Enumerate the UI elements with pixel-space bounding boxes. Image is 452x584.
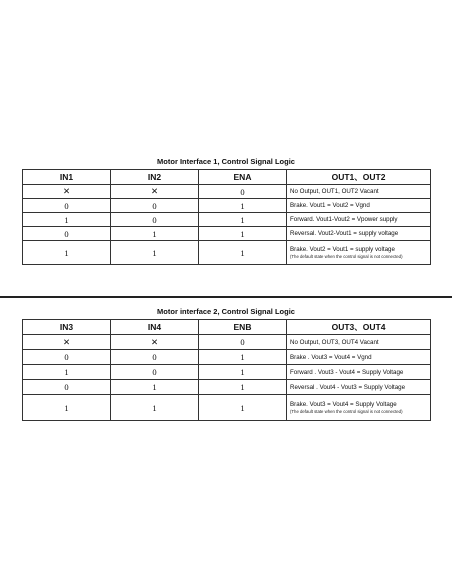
input-a-cell: 1 [23,213,111,227]
enable-cell: 1 [199,199,287,213]
output-description-cell: Forward. Vout1-Vout2 = Vpower supply [287,213,431,227]
enable-cell: 1 [199,350,287,365]
motor-interface-1-section [22,155,430,265]
enable-cell: 1 [199,395,287,421]
input-a-cell: 0 [23,380,111,395]
output-description-cell: Reversal. Vout2-Vout1 = supply voltage [287,227,431,241]
header-cell: IN1 [23,170,111,185]
input-b-cell: 0 [111,199,199,213]
input-a-cell: 1 [23,241,111,265]
input-b-cell: ✕ [111,335,199,350]
table-row [23,365,431,380]
description-text: Brake. Vout3 = Vout4 = Supply Voltage [290,401,397,408]
input-a-cell: 0 [23,199,111,213]
table-row [23,395,431,421]
table-row [23,380,431,395]
input-b-cell: 1 [111,227,199,241]
logic-table-2 [22,319,431,421]
header-row [23,170,431,185]
output-description-cell: No Output, OUT1, OUT2 Vacant [287,185,431,199]
table-row [23,241,431,265]
header-row [23,320,431,335]
enable-cell: 1 [199,241,287,265]
input-a-cell: 1 [23,395,111,421]
header-cell: OUT3、OUT4 [287,320,431,335]
table-row [23,185,431,199]
header-cell: IN3 [23,320,111,335]
output-description-cell [287,241,431,265]
table-row [23,199,431,213]
enable-cell: 0 [199,335,287,350]
section-divider [0,296,452,298]
output-description-cell: Forward . Vout3 - Vout4 = Supply Voltage [287,365,431,380]
table-title: Motor interface 2, Control Signal Logic [157,307,295,316]
enable-cell: 1 [199,365,287,380]
input-b-cell: 0 [111,365,199,380]
header-cell: IN4 [111,320,199,335]
table-row [23,213,431,227]
header-cell: OUT1、OUT2 [287,170,431,185]
header-cell: ENA [199,170,287,185]
input-b-cell: 1 [111,241,199,265]
enable-cell: 1 [199,380,287,395]
motor-interface-2-section [22,305,430,421]
input-b-cell: 0 [111,350,199,365]
input-b-cell: 1 [111,380,199,395]
description-text: Brake. Vout2 = Vout1 = supply voltage [290,246,395,253]
input-b-cell: 1 [111,395,199,421]
header-cell: ENB [199,320,287,335]
input-a-cell: 0 [23,227,111,241]
table-row [23,335,431,350]
output-description-cell [287,395,431,421]
input-a-cell: ✕ [23,335,111,350]
enable-cell: 1 [199,227,287,241]
output-description-cell: Brake . Vout3 = Vout4 = Vgnd [287,350,431,365]
input-a-cell: 1 [23,365,111,380]
input-a-cell: ✕ [23,185,111,199]
output-description-cell: Reversal . Vout4 - Vout3 = Supply Voltage [287,380,431,395]
input-b-cell: ✕ [111,185,199,199]
enable-cell: 1 [199,213,287,227]
output-description-cell: No Output, OUT3, OUT4 Vacant [287,335,431,350]
input-b-cell: 0 [111,213,199,227]
input-a-cell: 0 [23,350,111,365]
table-title: Motor Interface 1, Control Signal Logic [157,157,295,166]
default-state-note: (The default state when the control signal is not connected) [290,254,403,259]
header-cell: IN2 [111,170,199,185]
table-row [23,227,431,241]
output-description-cell: Brake. Vout1 = Vout2 = Vgnd [287,199,431,213]
table-row [23,350,431,365]
default-state-note: (The default state when the control signal is not connected) [290,409,403,414]
enable-cell: 0 [199,185,287,199]
logic-table-1 [22,169,431,265]
